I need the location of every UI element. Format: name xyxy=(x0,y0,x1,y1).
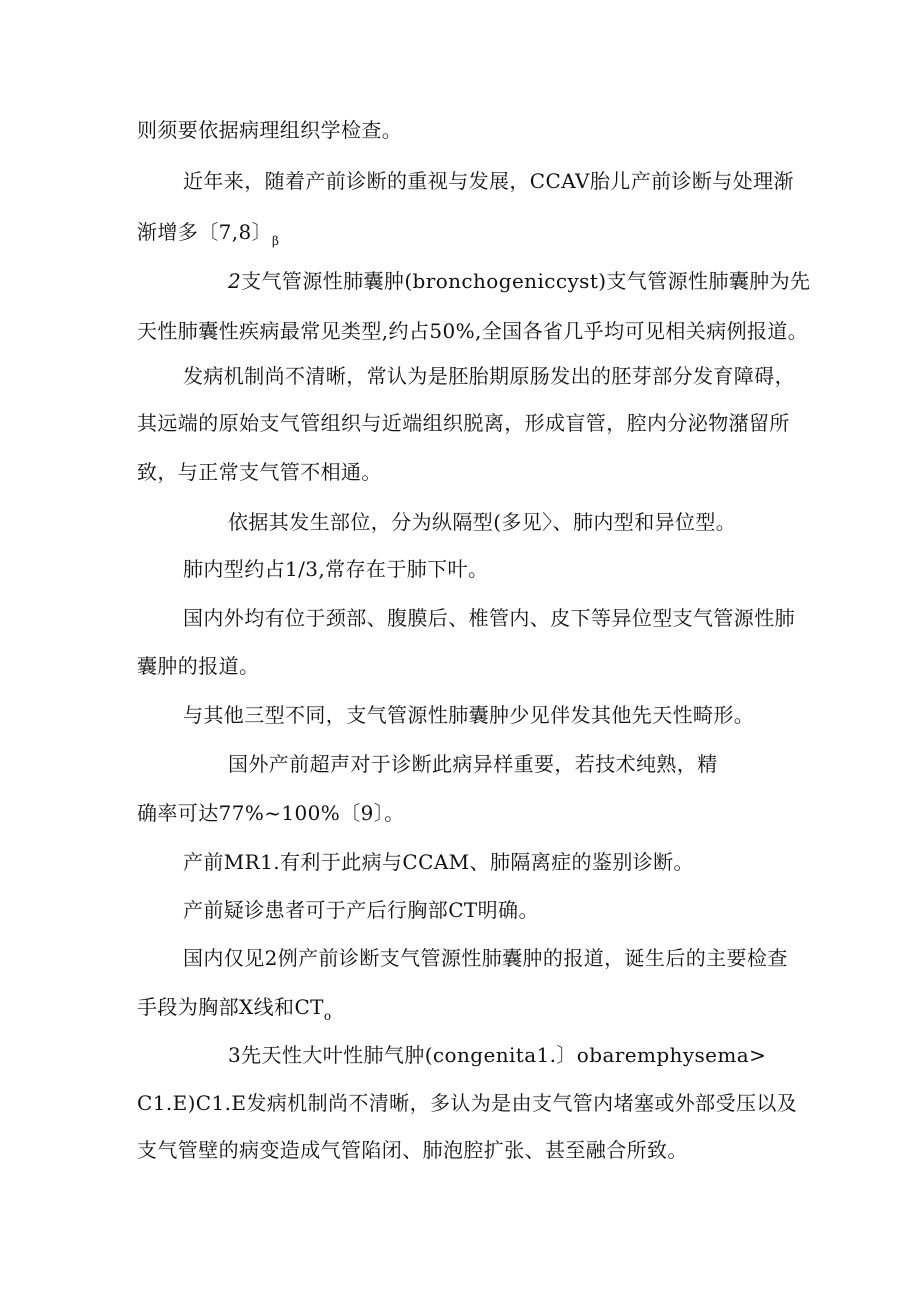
section-number-2: 2 xyxy=(228,269,242,293)
text-line-9: 依据其发生部位，分为纵隔型(多见〉、肺内型和异位型。 xyxy=(228,510,737,534)
text-line-7: 其远端的原始支气管组织与近端组织脱离，形成盲管，腔内分泌物潴留所 xyxy=(137,411,790,435)
text-line-11: 国内外均有位于颈部、腹膜后、椎管内、皮下等异位型支气管源性肺 xyxy=(183,606,795,630)
section-heading-2-text: 支气管源性肺囊肿(bronchogeniccyst)支气管源性肺囊肿为先 xyxy=(241,269,811,293)
text-line-3 xyxy=(137,218,279,255)
text-line-15: 确率可达77%~100%〔9〕。 xyxy=(137,801,405,825)
text-line-13: 与其他三型不同，支气管源性肺囊肿少见伴发其他先天性畸形。 xyxy=(183,703,755,727)
text-line-19 xyxy=(137,993,332,1030)
text-line-6: 发病机制尚不清晰，常认为是胚胎期原肠发出的胚芽部分发育障碍， xyxy=(183,364,795,388)
section-heading-2 xyxy=(228,267,810,295)
text-line-14: 国外产前超声对于诊断此病异样重要，若技术纯熟，精 xyxy=(228,752,718,776)
text-line-8: 致，与正常支气管不相通。 xyxy=(137,460,382,484)
text-line-16: 产前MR1.有利于此病与CCAM、肺隔离症的鉴别诊断。 xyxy=(183,850,694,874)
text-line-18: 国内仅见2例产前诊断支气管源性肺囊肿的报道，诞生后的主要检查 xyxy=(183,946,788,970)
text-line-12: 囊肿的报道。 xyxy=(137,654,260,678)
text-line-19-body: 手段为胸部X线和CT xyxy=(137,995,324,1019)
text-line-2: 近年来，随着产前诊断的重视与发展，CCAV胎儿产前诊断与处理渐 xyxy=(183,169,794,193)
text-line-3-body: 渐增多〔7,8〕 xyxy=(137,220,273,244)
text-line-1: 则须要依据病理组织学检查。 xyxy=(137,118,403,142)
text-line-22: 支气管壁的病变造成气管陷闭、肺泡腔扩张、甚至融合所致。 xyxy=(137,1138,688,1162)
text-line-5: 天性肺囊性疾病最常见类型,约占50%,全国各省几乎均可见相关病例报道。 xyxy=(137,319,809,343)
text-line-21: C1.E)C1.E发病机制尚不清晰，多认为是由支气管内堵塞或外部受压以及 xyxy=(137,1091,798,1115)
text-line-17: 产前疑诊患者可于产后行胸部CT明确。 xyxy=(183,898,539,922)
text-line-19-sub: o xyxy=(323,1009,332,1023)
section-heading-3: 3先天性大叶性肺气肿(congenita1.〕obaremphysema> xyxy=(228,1043,767,1067)
text-line-10: 肺内型约占1/3,常存在于肺下叶。 xyxy=(183,557,489,581)
text-line-3-sub: β xyxy=(272,234,280,248)
